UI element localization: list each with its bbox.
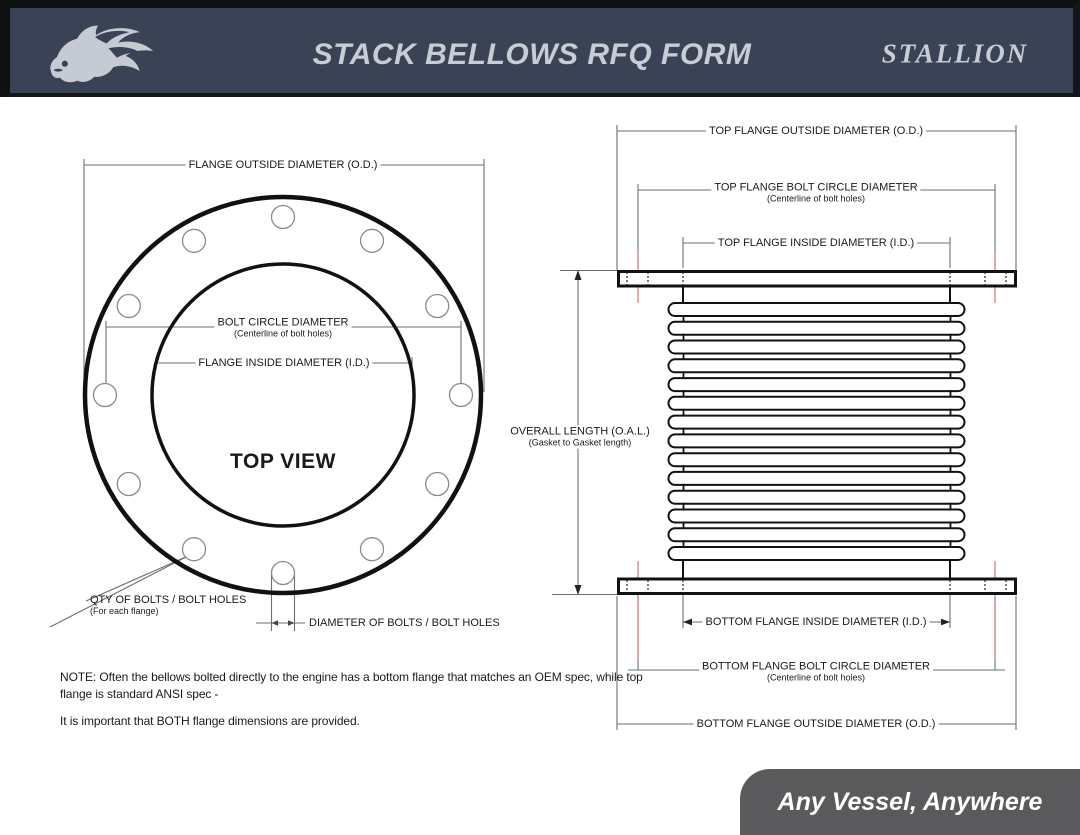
- bolt-diameter-label: DIAMETER OF BOLTS / BOLT HOLES: [306, 617, 503, 629]
- brand-wordmark: STALLION: [881, 38, 1029, 69]
- bottom-flange-id-label: BOTTOM FLANGE INSIDE DIAMETER (I.D.): [702, 616, 929, 628]
- footer-tagline-bar: [740, 769, 1080, 835]
- page-title: STACK BELLOWS RFQ FORM: [312, 38, 752, 71]
- top-view-caption: TOP VIEW: [230, 450, 336, 473]
- bottom-flange-bcd-subtext: (Centerline of bolt holes): [766, 672, 866, 683]
- flange-id-label: FLANGE INSIDE DIAMETER (I.D.): [195, 357, 372, 369]
- bolt-circle-diameter-label: [214, 317, 351, 340]
- overall-length-text: OVERALL LENGTH (O.A.L.): [510, 425, 650, 438]
- bolt-qty-text: QTY OF BOLTS / BOLT HOLES: [90, 594, 247, 606]
- overall-length-label: [507, 426, 653, 449]
- bolt-circle-diameter-subtext: (Centerline of bolt holes): [233, 328, 333, 339]
- overall-length-subtext: (Gasket to Gasket length): [528, 437, 632, 448]
- bolt-circle-diameter-text: BOLT CIRCLE DIAMETER: [217, 316, 349, 329]
- flange-od-label: FLANGE OUTSIDE DIAMETER (O.D.): [186, 159, 381, 171]
- bolt-qty-label: [87, 594, 249, 617]
- bottom-flange-bcd-label: [699, 661, 933, 684]
- note-paragraph-2: It is important that BOTH flange dimensions are provided.: [60, 714, 360, 728]
- footer-tagline: Any Vessel, Anywhere: [777, 787, 1043, 816]
- bolt-qty-subtext: (For each flange): [90, 606, 159, 616]
- bellows-convolutions: [669, 303, 965, 560]
- top-flange-id-label: TOP FLANGE INSIDE DIAMETER (I.D.): [715, 237, 917, 249]
- top-flange-bcd-subtext: (Centerline of bolt holes): [766, 193, 866, 204]
- top-flange-od-label: TOP FLANGE OUTSIDE DIAMETER (O.D.): [706, 125, 926, 137]
- bottom-flange-od-label: BOTTOM FLANGE OUTSIDE DIAMETER (O.D.): [694, 718, 939, 730]
- note-paragraph-1: NOTE: Often the bellows bolted directly to the engine has a bottom flange that matches an OEM spec, while top flange is standard ANSI spec -: [60, 670, 643, 701]
- top-flange-bcd-text: TOP FLANGE BOLT CIRCLE DIAMETER: [714, 181, 918, 194]
- bottom-flange-bcd-text: BOTTOM FLANGE BOLT CIRCLE DIAMETER: [702, 660, 930, 673]
- top-flange-bcd-label: [711, 182, 920, 205]
